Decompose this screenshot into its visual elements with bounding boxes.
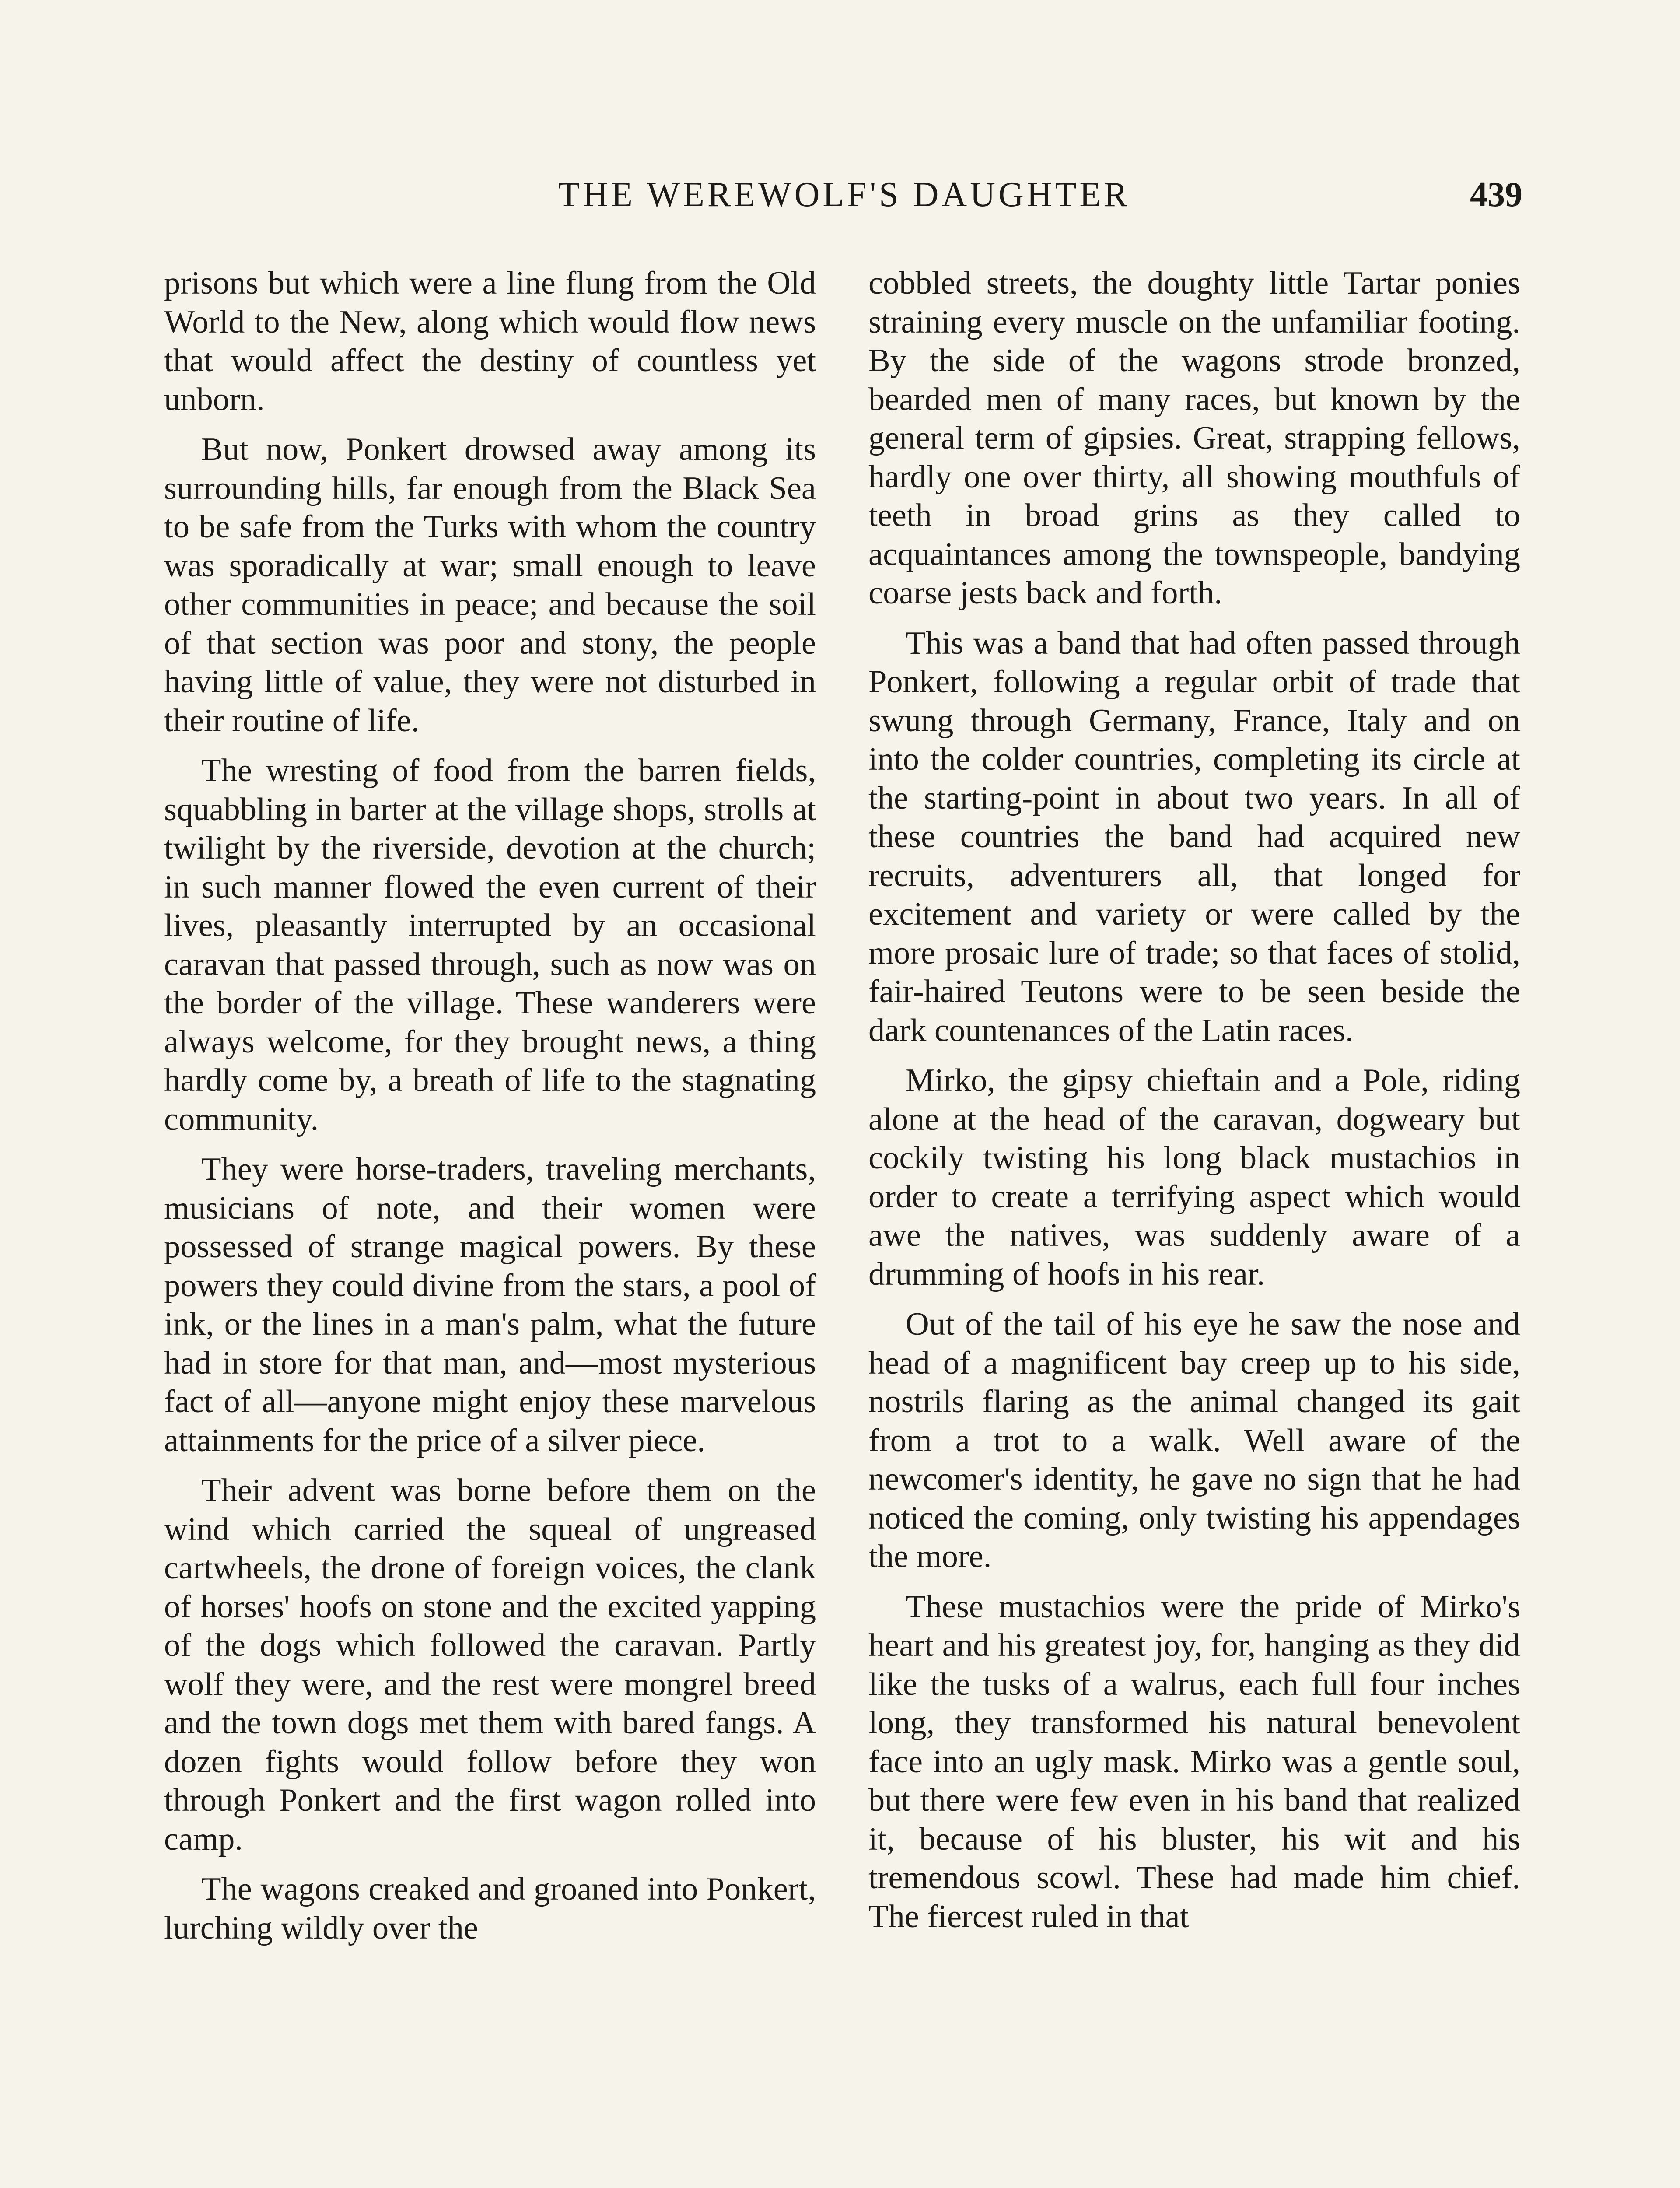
left-column — [164, 264, 816, 1959]
right-column — [868, 264, 1520, 1947]
page-number: 439 — [1470, 175, 1522, 214]
paragraph: The wagons creaked and groaned into Ponkert, lurching wildly over the — [164, 1871, 816, 1946]
paragraph: The wresting of food from the barren fields, squabbling in barter at the village shops, strolls at twilight by the riverside, devotion at the church; in such manner flowed the even current of their lives, pleasantly interrupted by an occasional caravan that passed through, such as now was on the border of the village. These wanderers were always welcome, for they brought news, a thing hardly come by, a breath of life to the stagnating community. — [164, 753, 816, 1137]
paragraph: prisons but which were a line flung from the Old World to the New, along which would flow news that would affect the destiny of countless yet unborn. — [164, 265, 816, 417]
paragraph: cobbled streets, the doughty little Tartar ponies straining every muscle on the unfamiliar footing. By the side of the wagons strode bronzed, bearded men of many races, but known by the general term of gipsies. Great, strapping fellows, hardly one over thirty, all showing mouthfuls of teeth in broad grins as they called to acquaintances among the townspeople, bandying coarse jests back and forth. — [868, 265, 1520, 611]
paragraph: But now, Ponkert drowsed away among its surrounding hills, far enough from the Black Sea to be safe from the Turks with whom the country was sporadically at war; small enough to leave other communities in peace; and because the soil of that section was poor and stony, the people having little of value, they were not disturbed in their routine of life. — [164, 431, 816, 739]
paragraph: They were horse-traders, traveling merchants, musicians of note, and their women were possessed of strange magical powers. By these powers they could divine from the stars, a pool of ink, or the lines in a man's palm, what the future had in store for that man, and—most mysterious fact of all—anyone might enjoy these marvelous attainments for the price of a silver piece. — [164, 1151, 816, 1459]
running-head — [166, 168, 1522, 221]
paragraph: Their advent was borne before them on the wind which carried the squeal of ungreased cartwheels, the drone of foreign voices, the clank of horses' hoofs on stone and the excited yapping of the dogs which followed the caravan. Partly wolf they were, and the rest were mongrel breed and the town dogs met them with bared fangs. A dozen fights would follow before they won through Ponkert and the first wagon rolled into camp. — [164, 1473, 816, 1857]
paragraph: Out of the tail of his eye he saw the nose and head of a magnificent bay creep up to his side, nostrils flaring as the animal changed its gait from a trot to a walk. Well aware of the newcomer's identity, he gave no sign that he had noticed the coming, only twisting his appendages the more. — [868, 1306, 1520, 1574]
running-title: THE WEREWOLF'S DAUGHTER — [558, 175, 1130, 214]
paragraph: Mirko, the gipsy chieftain and a Pole, riding alone at the head of the caravan, dogweary but cockily twisting his long black mustachios in order to create a terrifying aspect which would awe the natives, was suddenly aware of a drumming of hoofs in his rear. — [868, 1062, 1520, 1292]
paragraph: These mustachios were the pride of Mirko's heart and his greatest joy, for, hanging as they did like the tusks of a walrus, each full four inches long, they transformed his natural benevolent face into an ugly mask. Mirko was a gentle soul, but there were few even in his band that realized it, because of his bluster, his wit and his tremendous scowl. These had made him chief. The fiercest ruled in that — [868, 1588, 1520, 1935]
paragraph: This was a band that had often passed through Ponkert, following a regular orbit of trade that swung through Germany, France, Italy and on into the colder countries, completing its circle at the starting-point in about two years. In all of these countries the band had acquired new recruits, adventurers all, that longed for excitement and variety or were called by the more prosaic lure of trade; so that faces of stolid, fair-haired Teutons were to be seen beside the dark countenances of the Latin races. — [868, 625, 1520, 1048]
